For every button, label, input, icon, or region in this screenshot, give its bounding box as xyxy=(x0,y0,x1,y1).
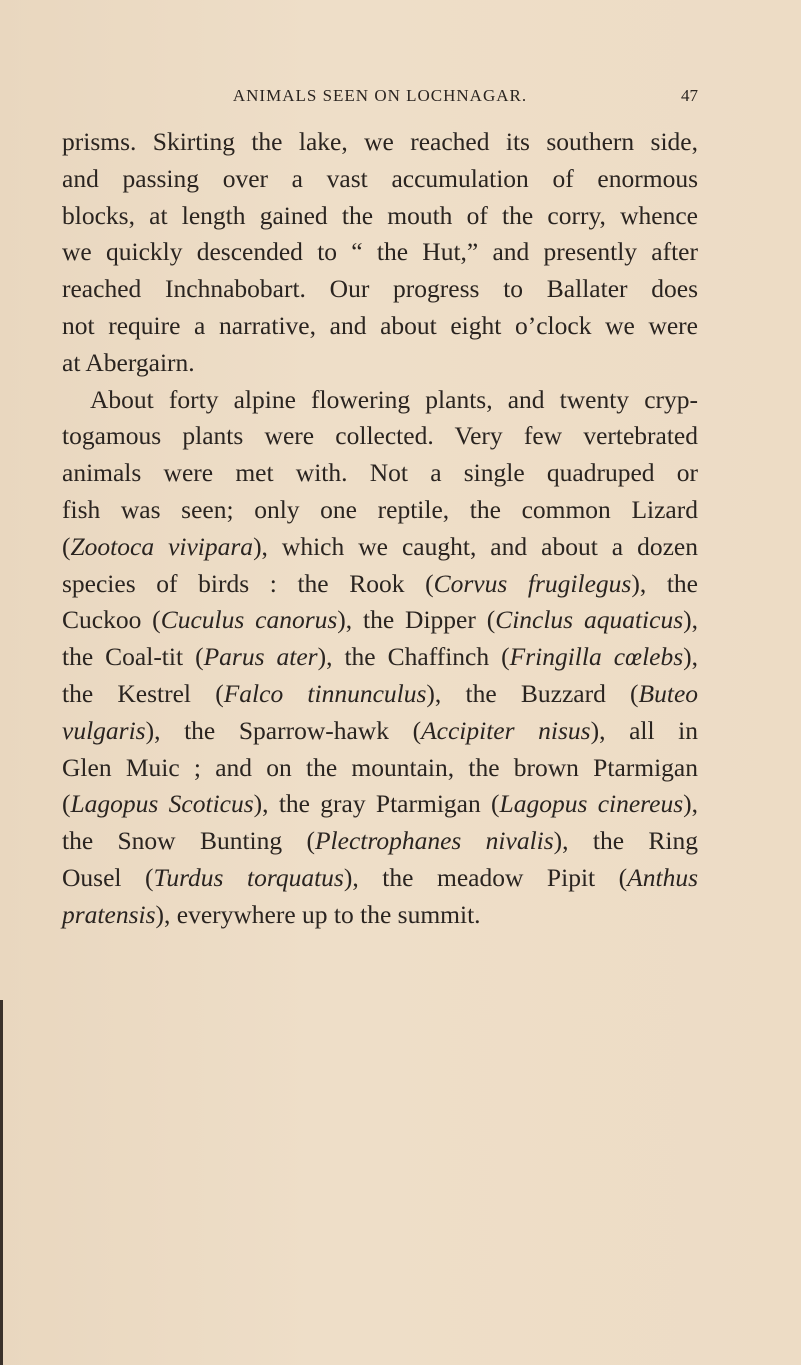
text-run: ), the Sparrow-hawk ( xyxy=(145,715,422,745)
text-line xyxy=(62,529,698,566)
text-line xyxy=(62,639,698,676)
text-line xyxy=(62,198,698,235)
species-name: vulgaris xyxy=(62,715,146,745)
text-line xyxy=(62,455,698,492)
text-line xyxy=(62,786,698,823)
text-run: Ousel ( xyxy=(62,862,154,892)
text-run: not require a narrative, and about eight o’clock we were xyxy=(62,310,698,340)
text-run: the Snow Bunting ( xyxy=(62,826,315,856)
species-name: Corvus frugilegus xyxy=(433,568,632,598)
species-name: Plectrophanes nivalis xyxy=(314,826,554,856)
text-run: and passing over a vast accumulation of enormous xyxy=(62,163,698,193)
text-run: ), which we caught, and about a dozen xyxy=(253,531,698,561)
text-run: at Abergairn. xyxy=(62,347,195,377)
species-name: Buteo xyxy=(638,678,699,708)
text-run: ), the Dipper ( xyxy=(337,605,496,635)
text-line xyxy=(62,382,698,419)
text-line xyxy=(62,602,698,639)
text-line xyxy=(62,124,698,161)
text-run: ), xyxy=(683,605,698,635)
species-name: Falco tinnunculus xyxy=(223,678,427,708)
running-title: ANIMALS SEEN ON LOCHNAGAR. xyxy=(232,86,528,105)
text-line xyxy=(62,492,698,529)
text-line xyxy=(62,234,698,271)
text-line xyxy=(62,713,698,750)
page-number: 47 xyxy=(681,86,698,105)
text-line xyxy=(62,676,698,713)
text-run: species of birds : the Rook ( xyxy=(62,568,434,598)
text-run: Glen Muic ; and on the mountain, the brown Ptarmigan xyxy=(62,752,698,782)
text-line xyxy=(62,161,698,198)
text-run: ), the Buzzard ( xyxy=(426,678,639,708)
text-run: blocks, at length gained the mouth of the corry, whence xyxy=(62,200,698,230)
text-run: About forty alpine flowering plants, and twenty cryp- xyxy=(90,384,698,414)
species-name: Lagopus Scoticus xyxy=(70,789,254,819)
species-name: pratensis xyxy=(62,899,156,929)
text-run: the Kestrel ( xyxy=(62,678,224,708)
text-line xyxy=(62,271,698,308)
text-line xyxy=(62,345,698,382)
body-text xyxy=(62,124,698,934)
text-run: ), the Ring xyxy=(553,826,698,856)
text-line xyxy=(62,897,698,934)
species-name: Zootoca vivipara xyxy=(70,531,254,561)
text-line xyxy=(62,308,698,345)
text-line xyxy=(62,418,698,455)
text-run: ), the xyxy=(631,568,698,598)
text-run: the Coal-tit ( xyxy=(62,642,204,672)
text-run: ), all in xyxy=(590,715,699,745)
text-line xyxy=(62,750,698,787)
running-header xyxy=(62,86,698,110)
species-name: Parus ater xyxy=(203,642,318,672)
text-run: ), the meadow Pipit ( xyxy=(343,862,628,892)
text-run: we quickly descended to “ the Hut,” and presently after xyxy=(62,237,698,267)
species-name: Accipiter nisus xyxy=(421,715,591,745)
text-run: ), the Chaffinch ( xyxy=(317,642,510,672)
text-run: animals were met with. Not a single quadruped or xyxy=(62,458,698,488)
text-run: fish was seen; only one reptile, the common Lizard xyxy=(62,494,698,524)
text-run: togamous plants were collected. Very few vertebrated xyxy=(62,421,698,451)
species-name: Fringilla cœlebs xyxy=(509,642,684,672)
species-name: Cuculus canorus xyxy=(160,605,338,635)
text-run: ), the gray Ptarmigan ( xyxy=(253,789,500,819)
text-line xyxy=(62,566,698,603)
text-run: ), xyxy=(683,642,699,672)
text-run: ), xyxy=(683,789,699,819)
text-line xyxy=(62,860,698,897)
text-run: Cuckoo ( xyxy=(62,605,161,635)
page-edge-shadow xyxy=(0,1000,3,1365)
text-run: prisms. Skirting the lake, we reached its southern side, xyxy=(62,127,698,156)
species-name: Turdus torquatus xyxy=(153,862,344,892)
text-run: ( xyxy=(62,789,71,819)
species-name: Cinclus aquaticus xyxy=(495,605,684,635)
text-line xyxy=(62,823,698,860)
species-name: Lagopus cinereus xyxy=(499,789,684,819)
text-run: ), everywhere up to the summit. xyxy=(155,899,481,929)
species-name: Anthus xyxy=(627,862,699,892)
text-run: reached Inchnabobart. Our progress to Ballater does xyxy=(62,274,698,304)
text-run: ( xyxy=(62,531,71,561)
